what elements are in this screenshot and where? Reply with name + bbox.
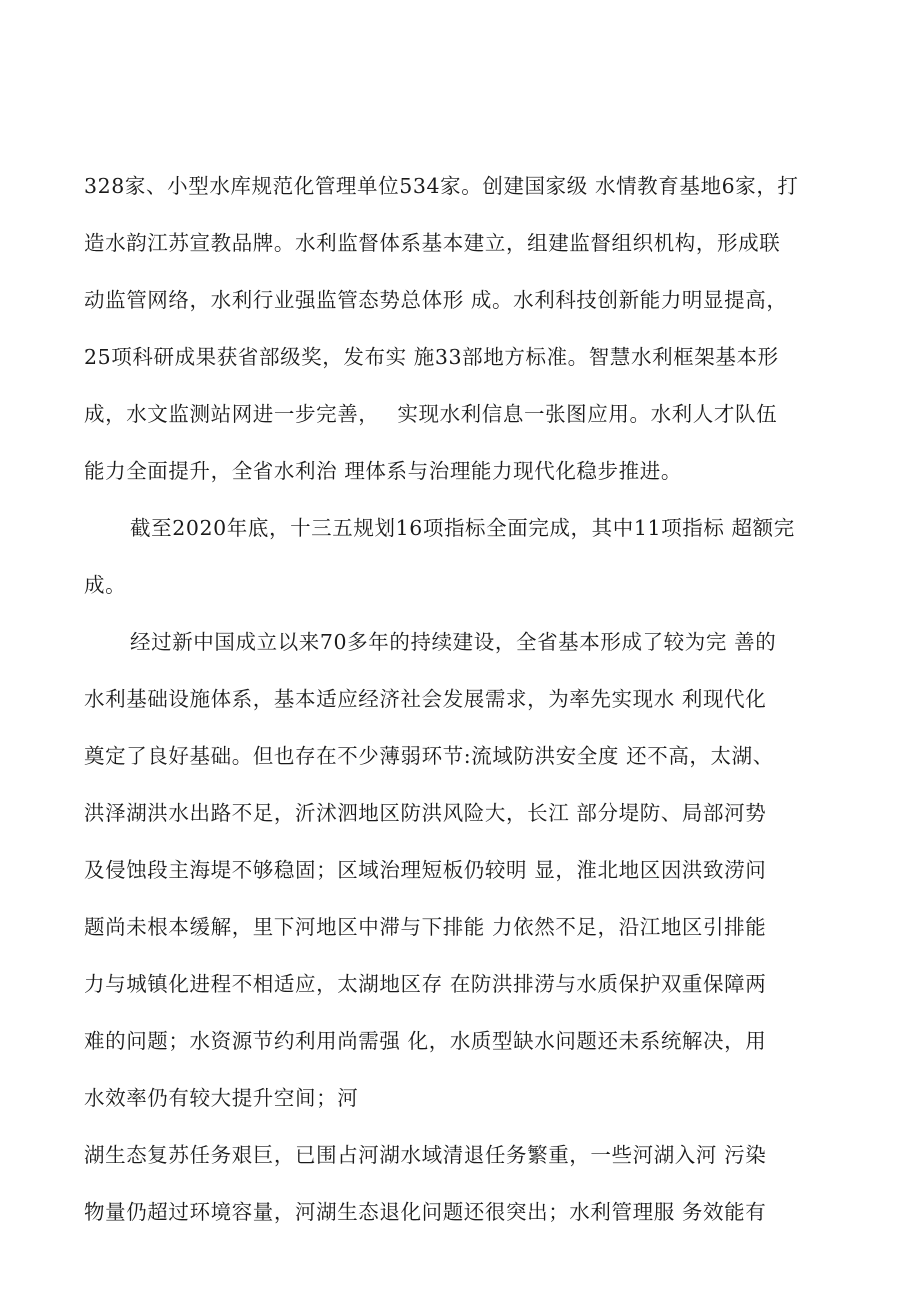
text-line: 水效率仍有较大提升空间；河 [84,1086,359,1110]
text-line: 题尚未根本缓解，里下河地区中滞与下排能 力依然不足，沿江地区引排能 [84,915,767,939]
text-line: 力与城镇化进程不相适应，太湖地区存 在防洪排涝与水质保护双重保障两 [84,972,767,996]
text-line: 成，水文监测站网进一步完善， 实现水利信息一张图应用。水利人才队伍 [84,402,778,426]
text-line: 湖生态复苏任务艰巨，已围占河湖水域清退任务繁重，一些河湖入河 污染 [84,1143,767,1167]
text-line: 截至2020年底，十三五规划16项指标全面完成，其中11项指标 超额完 [130,516,795,540]
text-line: 洪泽湖洪水出路不足，沂沭泗地区防洪风险大，长江 部分堤防、局部河势 [84,801,767,825]
text-line: 成。 [84,573,127,597]
text-line: 25项科研成果获省部级奖，发布实 施33部地方标准。智慧水利框架基本形 [84,345,779,369]
text-line: 水利基础设施体系，基本适应经济社会发展需求，为率先实现水 利现代化 [84,687,767,711]
text-line: 328家、小型水库规范化管理单位534家。创建国家级 水情教育基地6家，打 [84,174,799,198]
text-line: 奠定了良好基础。但也存在不少薄弱环节:流域防洪安全度 还不高，太湖、 [84,744,774,768]
text-line: 难的问题；水资源节约利用尚需强 化，水质型缺水问题还未系统解决，用 [84,1029,767,1053]
text-line: 动监管网络，水利行业强监管态势总体形 成。水利科技创新能力明显提高， [84,288,788,312]
text-line: 经过新中国成立以来70多年的持续建设，全省基本形成了较为完 善的 [130,630,777,654]
text-line: 能力全面提升，全省水利治 理体系与治理能力现代化稳步推进。 [84,459,682,483]
text-line: 物量仍超过环境容量，河湖生态退化问题还很突出；水利管理服 务效能有 [84,1200,767,1224]
text-line: 造水韵江苏宣教品牌。水利监督体系基本建立，组建监督组织机构，形成联 [84,231,781,255]
text-line: 及侵蚀段主海堤不够稳固；区域治理短板仍较明 显，淮北地区因洪致涝问 [84,858,767,882]
